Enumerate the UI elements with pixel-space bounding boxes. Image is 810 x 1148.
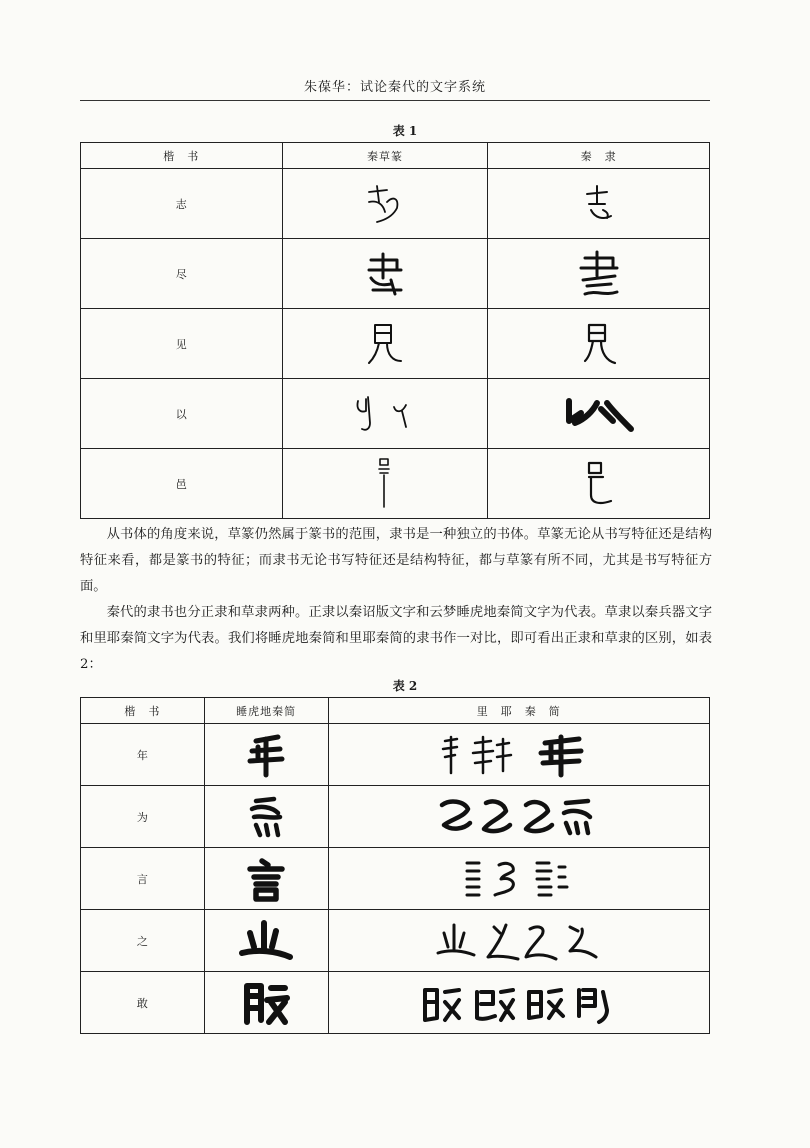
table-row <box>81 239 710 309</box>
clerical-script-glyph-jian <box>488 309 710 379</box>
table1-col-caozhuan: 秦草篆 <box>282 143 488 169</box>
clerical-script-glyph-yi <box>488 379 710 449</box>
table1-title: 表 1 <box>392 124 418 138</box>
table2-col-liye: 里 耶 秦 简 <box>328 698 710 724</box>
liye-glyph-gan <box>328 972 710 1034</box>
shuihudi-glyph-zhi <box>204 910 328 972</box>
table2-col-shuihudi: 睡虎地秦简 <box>204 698 328 724</box>
shuihudi-glyph-nian <box>204 724 328 786</box>
table1-header-row <box>81 143 710 169</box>
table-row <box>81 910 710 972</box>
table-row <box>81 972 710 1034</box>
liye-glyph-yan <box>328 848 710 910</box>
shuihudi-glyph-wei <box>204 786 328 848</box>
table1 <box>80 142 710 519</box>
seal-script-glyph-jin <box>282 239 488 309</box>
table-row <box>81 379 710 449</box>
table1-col-kaishu: 楷 书 <box>81 143 283 169</box>
table-row <box>81 724 710 786</box>
clerical-script-glyph-zhi <box>488 169 710 239</box>
clerical-script-glyph-jin <box>488 239 710 309</box>
kaishu-char: 之 <box>81 910 205 972</box>
shuihudi-glyph-gan <box>204 972 328 1034</box>
kaishu-char: 年 <box>81 724 205 786</box>
table2-title: 表 2 <box>392 679 418 693</box>
seal-script-glyph-yi-city <box>282 449 488 519</box>
table-row <box>81 848 710 910</box>
table2-header-row <box>81 698 710 724</box>
seal-script-glyph-yi <box>282 379 488 449</box>
kaishu-char: 邑 <box>81 449 283 519</box>
liye-glyph-wei <box>328 786 710 848</box>
liye-glyph-zhi <box>328 910 710 972</box>
kaishu-char: 以 <box>81 379 283 449</box>
kaishu-char: 尽 <box>81 239 283 309</box>
table-row <box>81 169 710 239</box>
table1-col-qinli: 秦 隶 <box>488 143 710 169</box>
header-rule <box>80 100 710 101</box>
clerical-script-glyph-yi-city <box>488 449 710 519</box>
shuihudi-glyph-yan <box>204 848 328 910</box>
liye-glyph-nian <box>328 724 710 786</box>
table-row <box>81 786 710 848</box>
table-row <box>81 309 710 379</box>
running-header: 朱葆华：试论秦代的文字系统 <box>303 80 486 95</box>
table2-col-kaishu: 楷 书 <box>81 698 205 724</box>
kaishu-char: 言 <box>81 848 205 910</box>
kaishu-char: 敢 <box>81 972 205 1034</box>
kaishu-char: 见 <box>81 309 283 379</box>
table-row <box>81 449 710 519</box>
body-paragraph-2: 秦代的隶书也分正隶和草隶两种。正隶以秦诏版文字和云梦睡虎地秦简文字为代表。草隶以秦兵器文字和里耶秦简文字为代表。我们将睡虎地秦简和里耶秦简的隶书作一对比，即可看出正隶和草隶的区别，如表 2： <box>80 605 712 672</box>
kaishu-char: 为 <box>81 786 205 848</box>
body-paragraph-1: 从书体的角度来说，草篆仍然属于篆书的范围，隶书是一种独立的书体。草篆无论从书写特征还是结构特征来看，都是篆书的特征；而隶书无论书写特征还是结构特征，都与草篆有所不同，尤其是书写特征方面。 <box>80 527 712 594</box>
kaishu-char: 志 <box>81 169 283 239</box>
table2 <box>80 697 710 1034</box>
seal-script-glyph-jian <box>282 309 488 379</box>
seal-script-glyph-zhi <box>282 169 488 239</box>
